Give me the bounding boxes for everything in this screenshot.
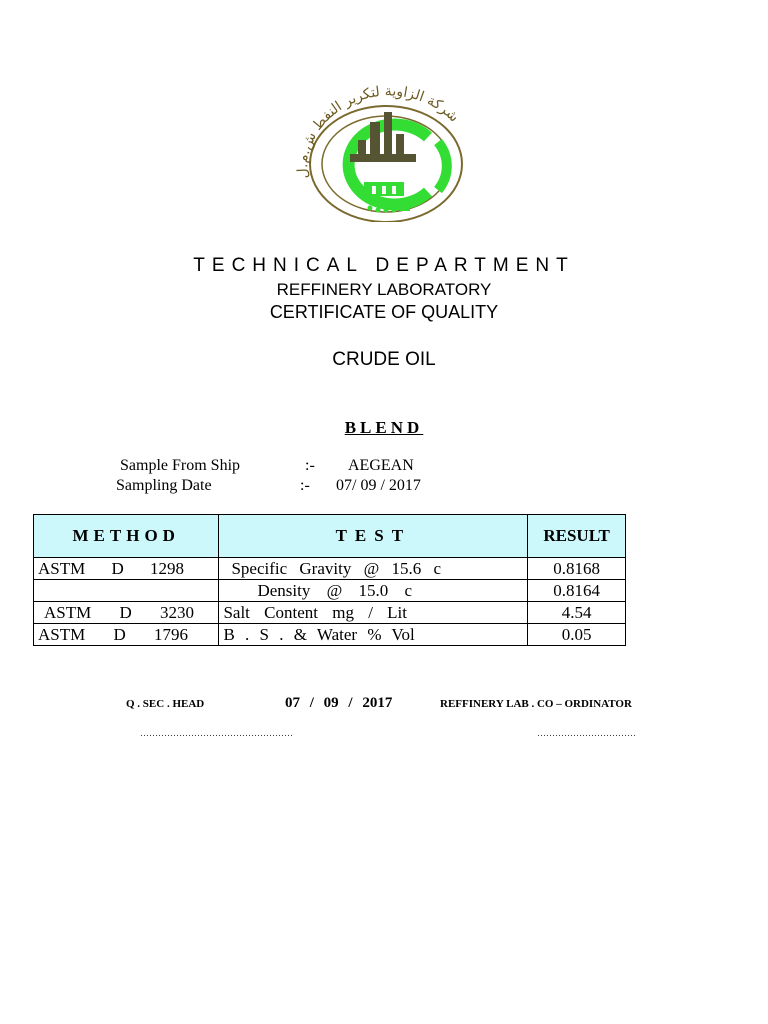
sampling-date-label: Sampling Date [116,477,212,494]
table-header-row [34,515,626,558]
test-cell: Density @ 15.0 c [219,580,528,602]
result-cell: 0.05 [528,624,626,646]
method-cell [34,580,219,602]
table-row [34,558,626,580]
company-logo [288,82,488,222]
lab-coordinator-label: REFFINERY LAB . CO – ORDINATOR [440,698,632,710]
signature-date: 07 / 09 / 2017 [285,695,393,711]
test-cell: B . S . & Water % Vol [219,624,528,646]
method-cell: ASTM D 1796 [34,624,219,646]
coordinator-signature-line: …………………………… [537,728,636,738]
table-row [34,624,626,646]
method-cell: ASTM D 1298 [34,558,219,580]
blend-heading: BLEND [344,418,424,437]
method-cell: ASTM D 3230 [34,602,219,624]
test-header: TEST [219,515,528,558]
method-header: METHOD [34,515,219,558]
sec-head-label: Q . SEC . HEAD [126,698,205,710]
table-row [34,602,626,624]
logo-arabic-text: شركة الزاوية لتكرير النفط ش.م.ل [294,83,462,179]
department-title: TECHNICAL DEPARTMENT [193,255,575,276]
certificate-title: CERTIFICATE OF QUALITY [269,302,499,322]
result-cell: 4.54 [528,602,626,624]
laboratory-title: REFFINERY LABORATORY [276,280,492,299]
sample-ship-value: AEGEAN [348,457,414,474]
result-cell: 0.8164 [528,580,626,602]
sampling-date-value: 07/ 09 / 2017 [336,477,421,494]
result-header: RESULT [528,515,626,558]
sample-ship-sep: :- [305,457,315,474]
table-row [34,580,626,602]
test-cell: Specific Gravity @ 15.6 c [219,558,528,580]
results-table [33,514,626,646]
sample-ship-label: Sample From Ship [120,457,241,474]
sec-head-signature-line: …………………………………………… [140,728,293,738]
result-cell: 0.8168 [528,558,626,580]
product-name: CRUDE OIL [332,349,436,370]
sampling-date-sep: :- [300,477,310,494]
test-cell: Salt Content mg / Lit [219,602,528,624]
